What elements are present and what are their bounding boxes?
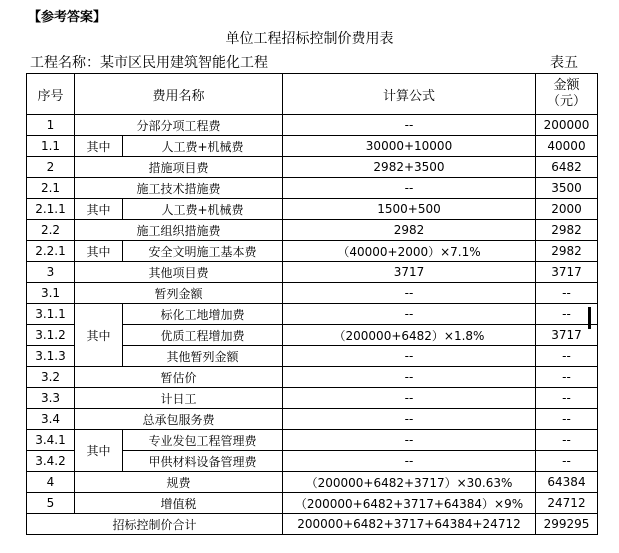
row-seq: 2.1 xyxy=(27,178,75,199)
sub-label: 其中 xyxy=(75,199,123,220)
row-seq: 1 xyxy=(27,115,75,136)
row-name: 优质工程增加费 xyxy=(123,325,283,346)
row-seq: 3.1 xyxy=(27,283,75,304)
row-amount: 200000 xyxy=(536,115,598,136)
row-seq: 3.1.3 xyxy=(27,346,75,367)
table-row xyxy=(27,472,598,493)
row-formula: 1500+500 xyxy=(283,199,536,220)
row-name: 施工技术措施费 xyxy=(75,178,283,199)
row-formula: -- xyxy=(283,451,536,472)
table-row xyxy=(27,388,598,409)
table-row xyxy=(27,430,598,451)
row-seq: 2.2.1 xyxy=(27,241,75,262)
table-row xyxy=(27,304,598,325)
row-name: 专业发包工程管理费 xyxy=(123,430,283,451)
row-seq: 2.1.1 xyxy=(27,199,75,220)
row-name: 规费 xyxy=(75,472,283,493)
answer-heading: 【参考答案】 xyxy=(28,10,107,25)
table-row xyxy=(27,409,598,430)
row-name: 暂列金额 xyxy=(75,283,283,304)
col-header-amount xyxy=(536,74,598,115)
table-row xyxy=(27,262,598,283)
row-seq: 3.3 xyxy=(27,388,75,409)
row-amount: 3717 xyxy=(536,262,598,283)
row-name: 增值税 xyxy=(75,493,283,514)
row-formula: -- xyxy=(283,178,536,199)
row-formula: -- xyxy=(283,388,536,409)
table-title: 单位工程招标控制价费用表 xyxy=(225,31,394,47)
row-formula: -- xyxy=(283,115,536,136)
table-row xyxy=(27,136,598,157)
row-amount: 2982 xyxy=(536,220,598,241)
table-row xyxy=(27,178,598,199)
row-seq: 5 xyxy=(27,493,75,514)
row-name: 计日工 xyxy=(75,388,283,409)
row-formula: 2982 xyxy=(283,220,536,241)
sub-label: 其中 xyxy=(75,136,123,157)
row-seq: 3 xyxy=(27,262,75,283)
row-amount: 2000 xyxy=(536,199,598,220)
row-formula: -- xyxy=(283,409,536,430)
row-amount: -- xyxy=(536,346,598,367)
row-name: 总承包服务费 xyxy=(75,409,283,430)
row-name: 措施项目费 xyxy=(75,157,283,178)
total-amount: 299295 xyxy=(536,514,598,535)
col-header-name: 费用名称 xyxy=(75,74,283,115)
sub-label: 其中 xyxy=(75,241,123,262)
col-header-amount-line1: 金额 xyxy=(553,78,580,93)
table-header-row xyxy=(27,74,598,115)
row-amount: -- xyxy=(536,283,598,304)
row-amount: 24712 xyxy=(536,493,598,514)
row-formula: -- xyxy=(283,346,536,367)
cell-cursor-marker xyxy=(588,307,591,329)
row-formula: 30000+10000 xyxy=(283,136,536,157)
table-number: 表五 xyxy=(550,55,578,71)
row-formula: （40000+2000）×7.1% xyxy=(283,241,536,262)
row-name: 人工费+机械费 xyxy=(123,199,283,220)
row-seq: 3.1.1 xyxy=(27,304,75,325)
table-row xyxy=(27,220,598,241)
row-seq: 1.1 xyxy=(27,136,75,157)
row-seq: 2.2 xyxy=(27,220,75,241)
row-amount: -- xyxy=(536,304,598,325)
row-formula: （200000+6482+3717）×30.63% xyxy=(283,472,536,493)
row-name: 标化工地增加费 xyxy=(123,304,283,325)
row-seq: 2 xyxy=(27,157,75,178)
row-name: 暂估价 xyxy=(75,367,283,388)
row-name: 分部分项工程费 xyxy=(75,115,283,136)
row-formula: -- xyxy=(283,304,536,325)
sub-label: 其中 xyxy=(75,304,123,367)
row-formula: -- xyxy=(283,367,536,388)
project-name: 工程名称：某市区民用建筑智能化工程 xyxy=(30,55,268,71)
row-seq: 4 xyxy=(27,472,75,493)
row-name: 甲供材料设备管理费 xyxy=(123,451,283,472)
row-name: 其他项目费 xyxy=(75,262,283,283)
row-amount: -- xyxy=(536,409,598,430)
row-name: 施工组织措施费 xyxy=(75,220,283,241)
col-header-seq: 序号 xyxy=(27,74,75,115)
table-row xyxy=(27,115,598,136)
total-label: 招标控制价合计 xyxy=(27,514,283,535)
row-formula: 2982+3500 xyxy=(283,157,536,178)
table-row xyxy=(27,199,598,220)
table-row xyxy=(27,283,598,304)
row-seq: 3.4.2 xyxy=(27,451,75,472)
row-formula: -- xyxy=(283,283,536,304)
row-seq: 3.1.2 xyxy=(27,325,75,346)
row-amount: -- xyxy=(536,367,598,388)
table-row xyxy=(27,493,598,514)
row-amount: 3717 xyxy=(536,325,598,346)
row-name: 其他暂列金额 xyxy=(123,346,283,367)
row-formula: （200000+6482+3717+64384）×9% xyxy=(283,493,536,514)
total-formula: 200000+6482+3717+64384+24712 xyxy=(283,514,536,535)
row-amount: 64384 xyxy=(536,472,598,493)
row-formula: -- xyxy=(283,430,536,451)
row-amount: 40000 xyxy=(536,136,598,157)
row-amount: 6482 xyxy=(536,157,598,178)
row-amount: -- xyxy=(536,388,598,409)
fee-table xyxy=(26,73,598,535)
row-seq: 3.4.1 xyxy=(27,430,75,451)
row-amount: -- xyxy=(536,430,598,451)
row-formula: （200000+6482）×1.8% xyxy=(283,325,536,346)
table-row xyxy=(27,367,598,388)
total-row xyxy=(27,514,598,535)
row-seq: 3.4 xyxy=(27,409,75,430)
row-amount: 3500 xyxy=(536,178,598,199)
col-header-amount-line2: （元） xyxy=(546,94,586,109)
row-name: 人工费+机械费 xyxy=(123,136,283,157)
row-amount: 2982 xyxy=(536,241,598,262)
row-amount: -- xyxy=(536,451,598,472)
row-seq: 3.2 xyxy=(27,367,75,388)
col-header-formula: 计算公式 xyxy=(283,74,536,115)
row-formula: 3717 xyxy=(283,262,536,283)
sub-label: 其中 xyxy=(75,430,123,472)
row-name: 安全文明施工基本费 xyxy=(123,241,283,262)
table-row xyxy=(27,157,598,178)
table-row xyxy=(27,241,598,262)
